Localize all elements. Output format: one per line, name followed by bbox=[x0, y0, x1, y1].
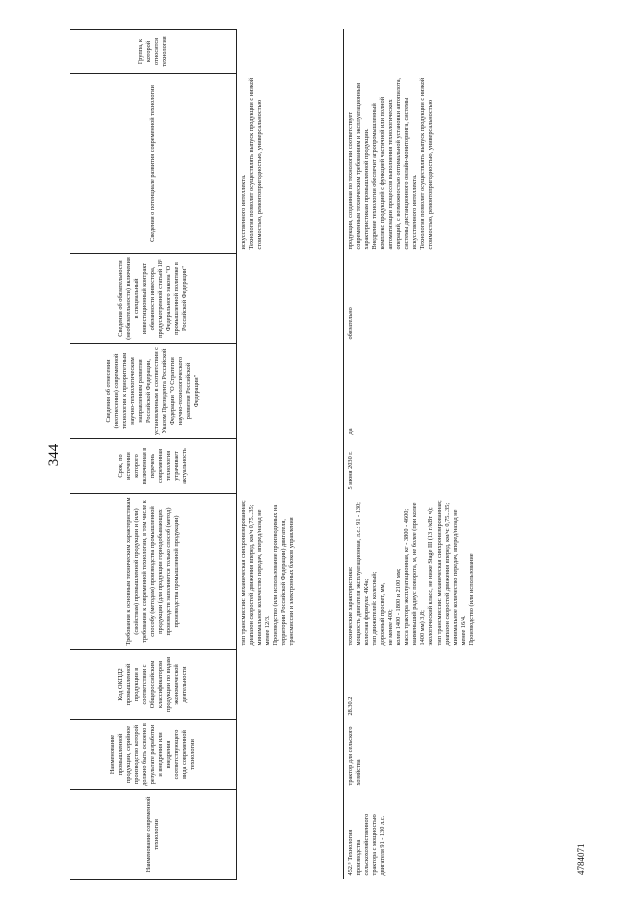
row-tech-name: 452.⁵ Технология производства сельскохозяйственного трактора с мощностью двигателя 91 - 130 л.с. bbox=[344, 790, 479, 880]
header-product-name: Наименование промышленной продукции, серийное производство которой должно быть освоено в результате разработки и внедрения или внедрения соответствующего вида современной технологии bbox=[70, 720, 237, 790]
row-potential: продукция, созданная по технологии соответствует современным техническим требованиям и эксплуатационным характеристикам промышленной продукции. Внедрение технологии обеспечит агропромышленный комплекс продукцией с функцией частичной или полной автоматизации процессов выполнения технологических операций, с возможностью оптимальной установки автопилота, системы дистанционного онлайн-мониторинга, системы искусственного интеллекта. Технология позволит осуществлять выпуск продукции с низкой стоимостью, ремонтопригодностью, универсальностью bbox=[344, 74, 479, 254]
header-requirements: Требования к основным техническим характеристикам (свойствам) промышленной продукции и (или) требования к современной технологии, в том числе к способу (методам) производства промышленной продукции (для продукции горнодобывающих производств заполняется только способ (метод) производства промышленной продукции) bbox=[70, 494, 237, 650]
header-obligation: Сведения об обязательности (необязательности) включения в специальный инвестиционный контракт обязанности инвестора, предусмотренной статьей 18¹ Федерального закона "О промышленной политике в Российской Федерации" bbox=[70, 254, 237, 344]
row-obligation: обязательно bbox=[344, 254, 479, 344]
row-product-name: трактор для сельского хозяйства bbox=[344, 720, 479, 790]
header-potential: Сведения о потенциале развития современной технологии bbox=[70, 74, 237, 254]
header-deadline: Срок, по истечении которого включенная в перечень современная технология утрачивает актуальность bbox=[70, 439, 237, 494]
continuation-potential: искусственного интеллекта. Технология позволит осуществлять выпуск продукции с низкой стоимостью, ремонтопригодностью, универсальностью bbox=[240, 77, 264, 250]
header-tech-name: Наименование современной технологии bbox=[70, 790, 237, 880]
continuation-requirements: тип трансмиссии: механическая синхронизированная; диапазон скоростей движения вперед, км/ч 0,75...35; минимальное количество передач, вперед/назад не менее 12/3. Производство (или использование производимых на территории Российской Федерации) двигателя, трансмиссии и электронных блоков управления bbox=[240, 500, 296, 646]
continuation-row bbox=[237, 30, 344, 880]
header-okpd: Код ОКПД2 промышленной продукции в соответствии с Общероссийским классификатором продукции по видам экономической деятельности bbox=[70, 650, 237, 720]
row-group bbox=[344, 30, 479, 74]
header-group: Группа, к которой относится технология bbox=[70, 30, 237, 74]
row-okpd: 28.30.2 bbox=[344, 650, 479, 720]
header-row bbox=[70, 30, 237, 880]
document-number: 4784071 bbox=[576, 843, 586, 875]
rotated-landscape-page bbox=[40, 30, 600, 880]
header-priority: Сведения об отнесении (неотнесении) современной технологии к приоритетным научно-технологическим направлениям развития Российской Федерации, установленным в соответствии с Указом Президента Российской Федерации "О Стратегии научно-технологического развития Российской Федерации" bbox=[70, 344, 237, 439]
technology-table bbox=[70, 29, 479, 880]
table-row bbox=[344, 30, 479, 880]
row-priority: да bbox=[344, 344, 479, 439]
page-number: 344 bbox=[46, 443, 62, 467]
row-requirements: технические характеристики: мощность двигателя эксплуатационная, л.с.: 91 - 130; колесная формула: 4К4а; тип движителей: колесный; дорожный просвет, мм, не менее 400; колея 1400 - 1800 и 2100 мм; масса трактора эксплуатационная, кг - 3800 - 4600; наименьший радиус поворота, м, не более (при колее 1400 мм) 3,8; экологический класс, не ниже Stage III (13 г/кВт ч); тип трансмиссии: механическая синхронизированная; диапазон скоростей движения вперед, км/ч: 0,75...35; минимальное количество передач, вперед/назад не менее 16/4. Производство (или использование bbox=[344, 494, 479, 650]
row-deadline: 5 июня 2030 г. bbox=[344, 439, 479, 494]
